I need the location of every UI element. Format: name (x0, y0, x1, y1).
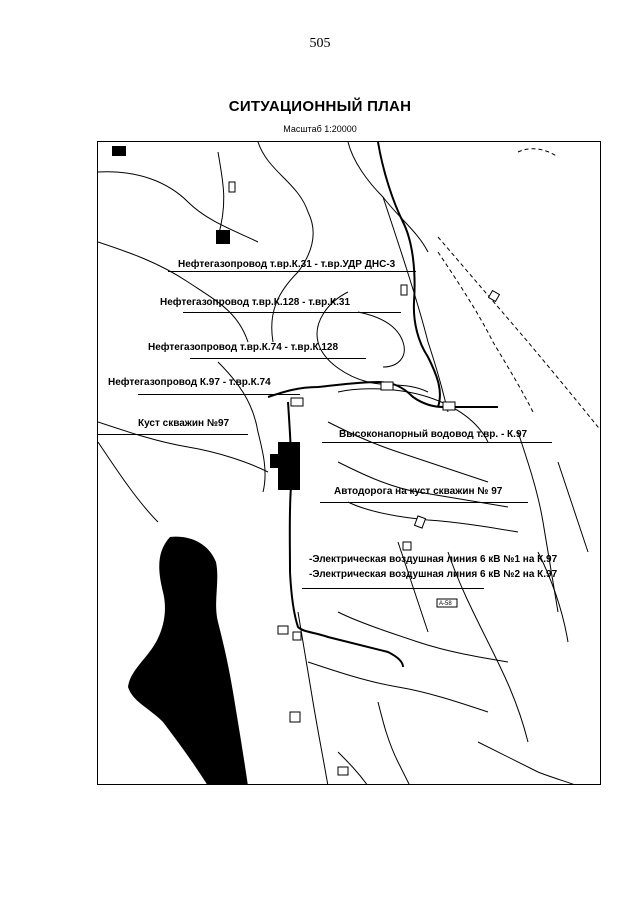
label-road: Автодорога на куст скважин № 97 (334, 486, 503, 497)
dashed-boundary (438, 149, 601, 432)
underline-4 (138, 394, 300, 395)
underline-7 (320, 502, 528, 503)
label-well-pad: Куст скважин №97 (138, 418, 230, 429)
underline-6 (322, 442, 552, 443)
map-tag-a: A-58 (439, 601, 452, 607)
label-pipeline-k31-udr: Нефтегазопровод т.вр.К.31 - т.вр.УДР ДНС-3 (178, 259, 396, 270)
underline-8 (302, 588, 484, 589)
dark-area (128, 537, 248, 785)
situation-map (97, 141, 601, 785)
label-power-line-2: -Электрическая воздушная линия 6 кВ №2 на К.97 (309, 569, 558, 580)
label-water-pipeline: Высоконапорный водовод т.вр. - К.97 (339, 429, 528, 440)
plan-scale: Масштаб 1:20000 (283, 124, 357, 134)
plan-title: СИТУАЦИОННЫЙ ПЛАН (228, 98, 412, 115)
underline-1 (168, 271, 416, 272)
label-pipeline-k97-k74: Нефтегазопровод К.97 - т.вр.К.74 (108, 377, 271, 388)
map-drawing (98, 142, 601, 785)
dark-area-hole (132, 708, 144, 720)
underline-2 (183, 312, 401, 313)
well-pad-block (278, 442, 300, 490)
marker-square (229, 182, 235, 192)
label-pipeline-k128-k31: Нефтегазопровод т.вр.К.128 - т.вр.К.31 (160, 297, 351, 308)
page-number: 505 (309, 36, 331, 51)
well-pad-annex (270, 454, 280, 468)
building-top-left (112, 146, 126, 156)
label-power-line-1: -Электрическая воздушная линия 6 кВ №1 на К.97 (309, 554, 558, 565)
building-left (216, 230, 230, 244)
label-pipeline-k74-k128: Нефтегазопровод т.вр.К.74 - т.вр.К.128 (148, 342, 339, 353)
underline-5 (98, 434, 248, 435)
underline-3 (190, 358, 366, 359)
